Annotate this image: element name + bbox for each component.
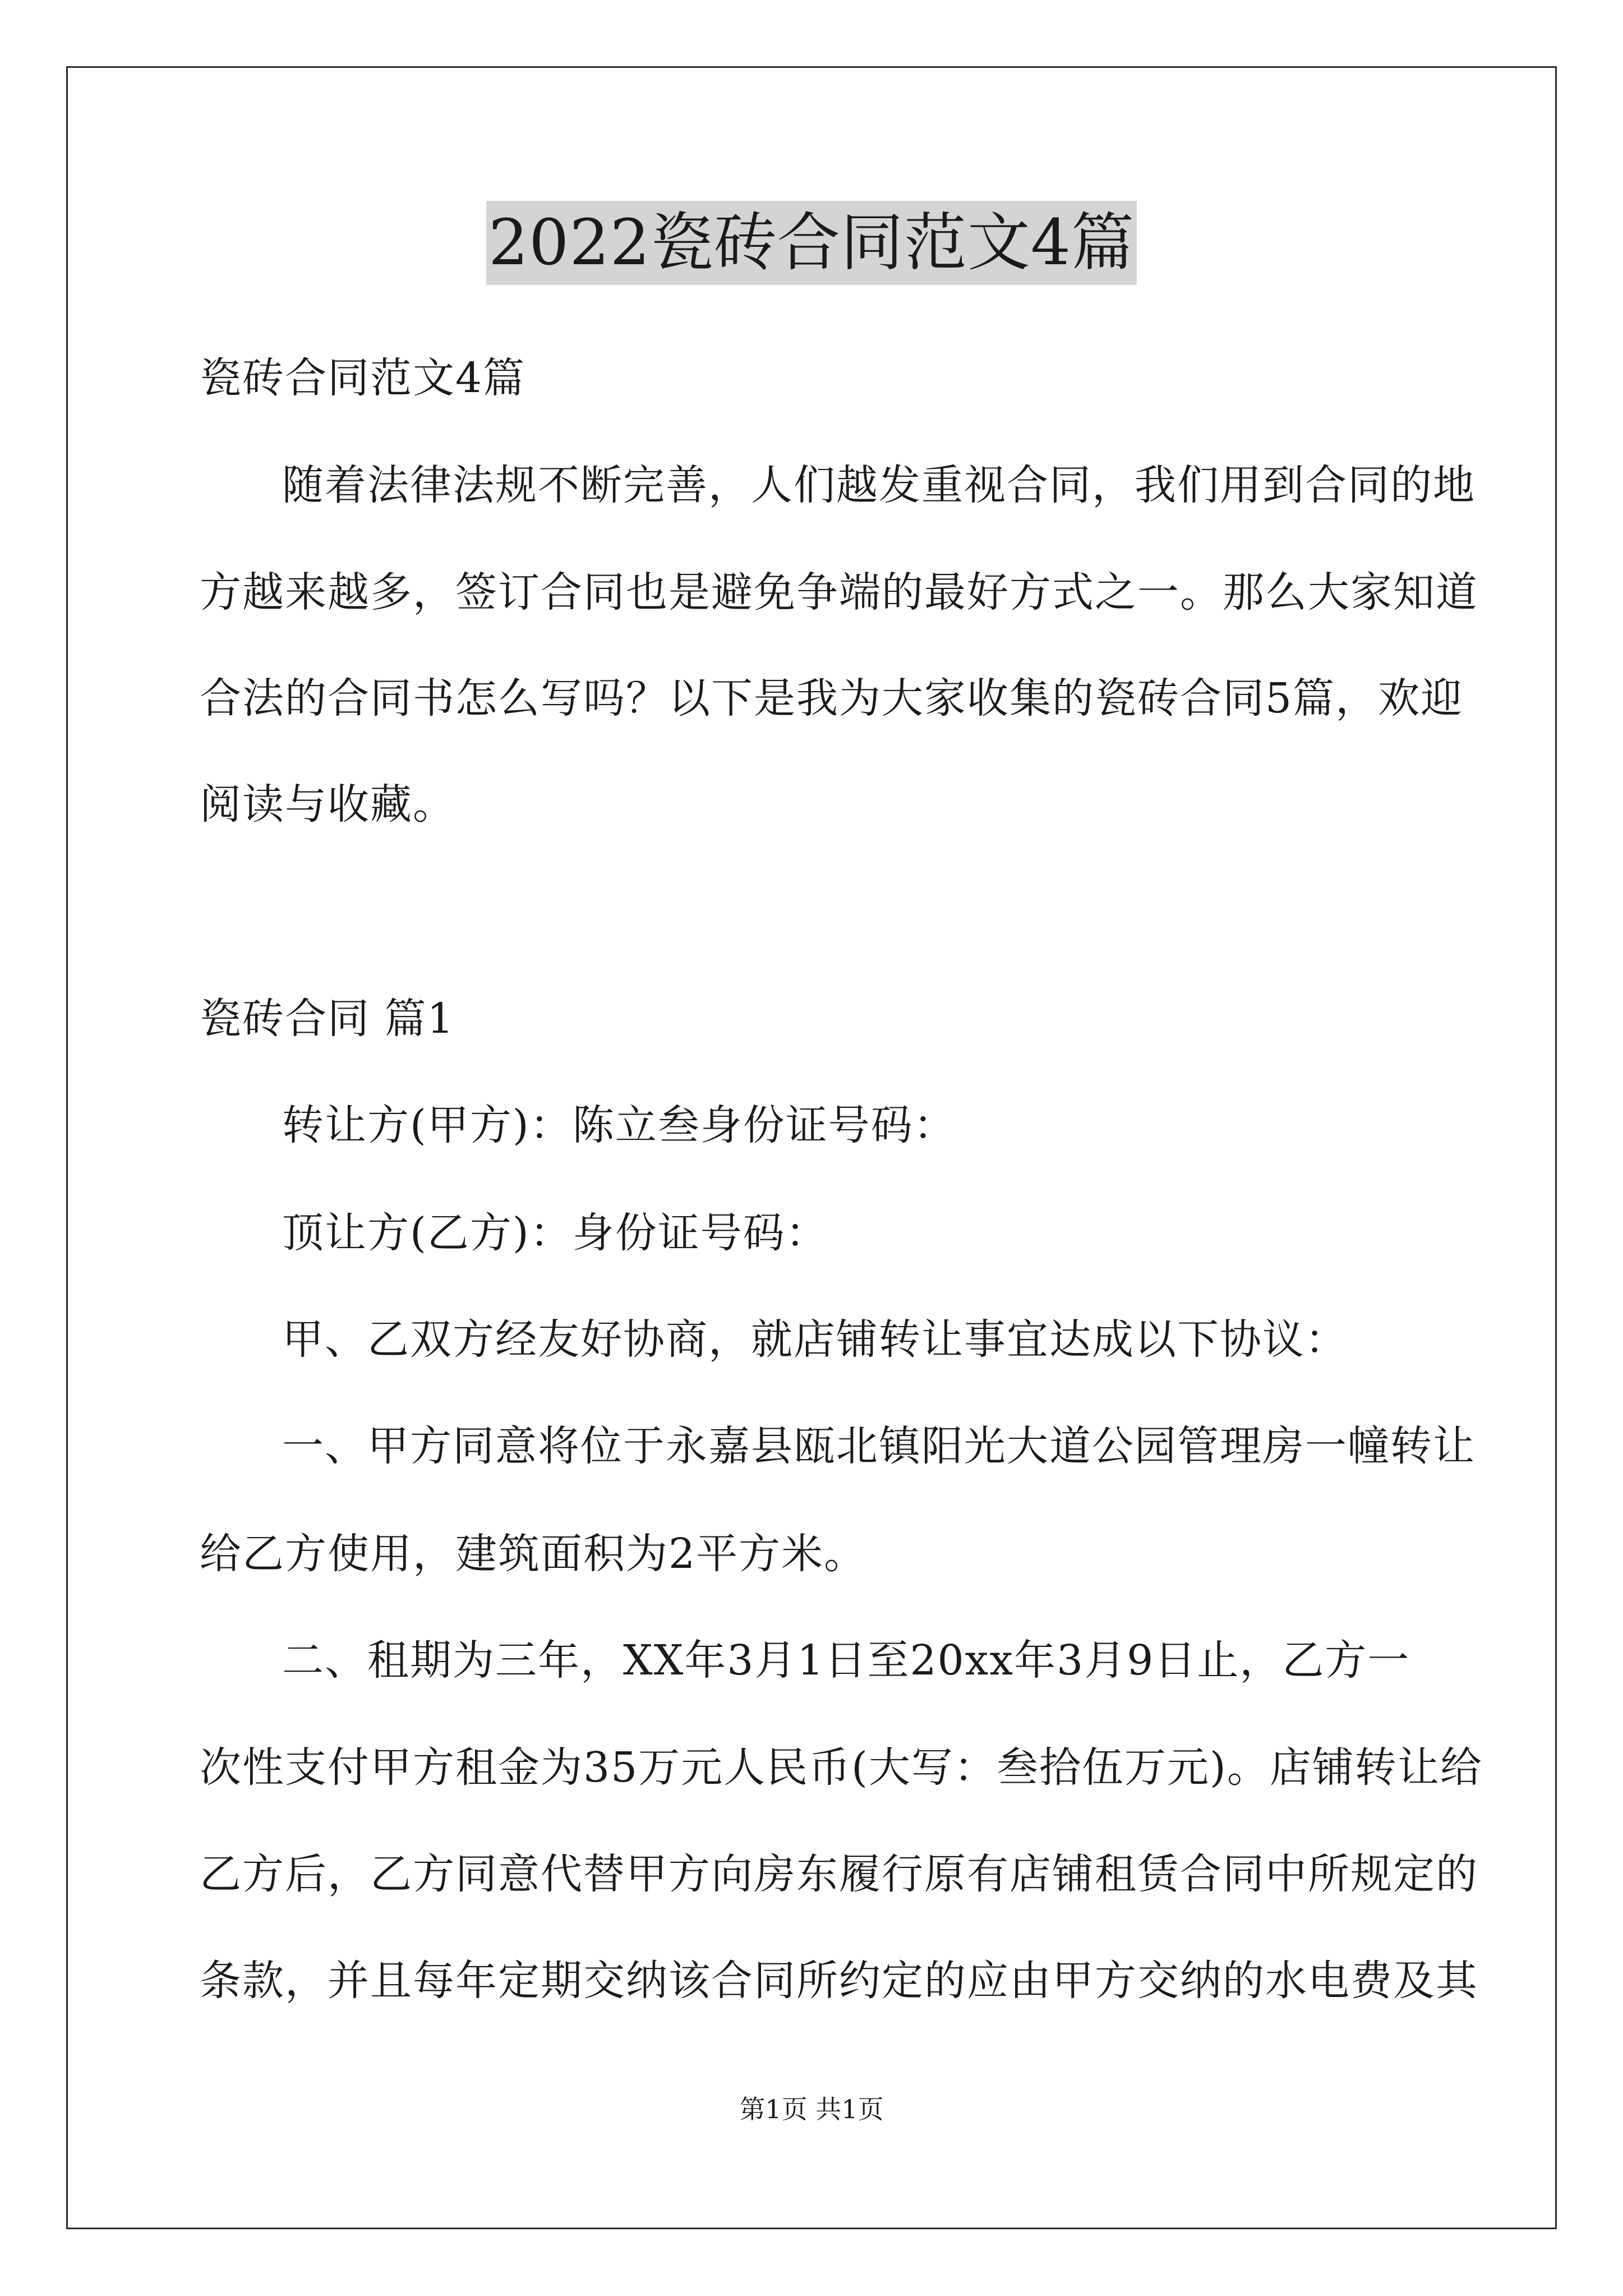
page-footer: 第1页 共1页	[739, 2094, 884, 2124]
clause-2-line-3: 乙方后，乙方同意代替甲方向房东履行原有店铺租赁合同中所规定的	[200, 1850, 1478, 1898]
intro-line-3: 合法的合同书怎么写吗？以下是我为大家收集的瓷砖合同5篇，欢迎	[200, 674, 1464, 723]
document-subtitle: 瓷砖合同范文4篇	[200, 354, 526, 402]
clause-1-line-2: 给乙方使用，建筑面积为2平方米。	[200, 1530, 867, 1578]
clause-2-line-2: 次性支付甲方租金为35万元人民币(大写：叁拾伍万元)。店铺转让给	[200, 1743, 1483, 1792]
document-title: 2022瓷砖合同范文4篇	[486, 201, 1137, 285]
intro-line-1: 随着法律法规不断完善，人们越发重视合同，我们用到合同的地	[282, 461, 1476, 509]
title-container	[0, 201, 1623, 285]
clause-1-line-1: 一、甲方同意将位于永嘉县瓯北镇阳光大道公园管理房一幢转让	[282, 1422, 1476, 1470]
intro-line-4: 阅读与收藏。	[200, 780, 455, 829]
agreement-intro: 甲、乙双方经友好协商，就店铺转让事宜达成以下协议：	[282, 1315, 1348, 1364]
section-heading: 瓷砖合同 篇1	[200, 995, 455, 1043]
clause-2-line-1: 二、租期为三年，XX年3月1日至20xx年3月9日止，乙方一	[282, 1636, 1410, 1685]
clause-2-line-4: 条款，并且每年定期交纳该合同所约定的应由甲方交纳的水电费及其	[200, 1957, 1478, 2005]
intro-line-2: 方越来越多，签订合同也是避免争端的最好方式之一。那么大家知道	[200, 568, 1478, 616]
party-b-line: 顶让方(乙方)：身份证号码：	[282, 1209, 828, 1257]
party-a-line: 转让方(甲方)：陈立叁身份证号码：	[282, 1101, 956, 1149]
